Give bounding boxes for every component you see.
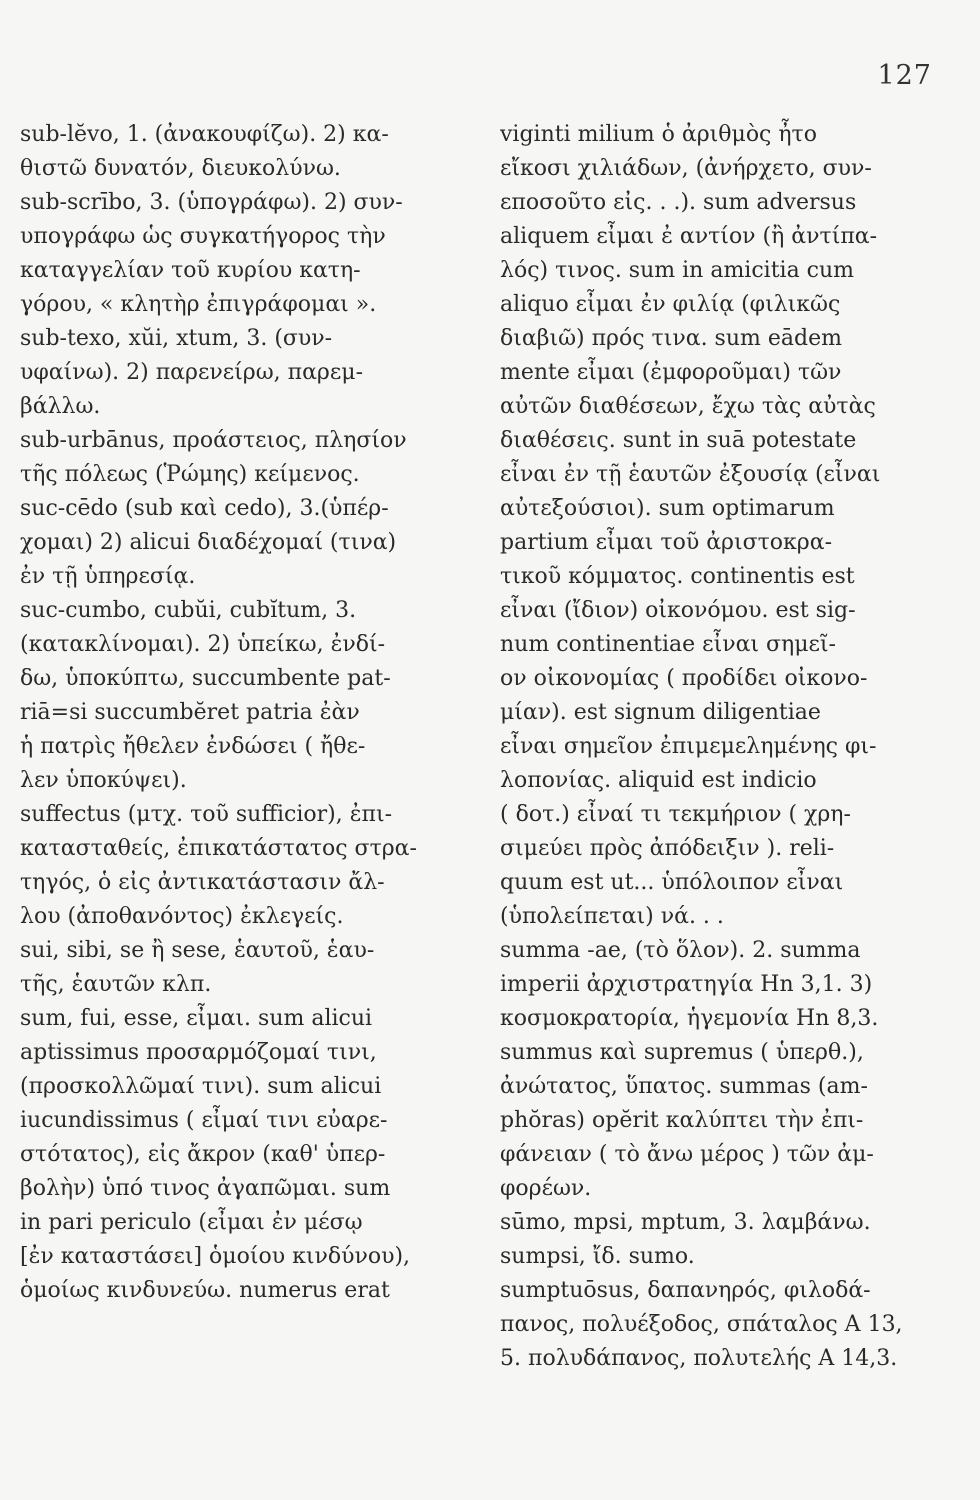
entry-line: υφαίνω). 2) παρενείρω, παρεμ- xyxy=(20,360,363,385)
entry-line: sūmo, mpsi, mptum, 3. λαμβάνω. xyxy=(500,1210,871,1235)
entry-line: θιστῶ δυνατόν, διευκολύνω. xyxy=(20,156,341,181)
entry-line: sub-urbānus, προάστειος, πλησίον xyxy=(20,428,407,453)
entry-line: ἡ πατρὶς ἤθελεν ἐνδώσει ( ἤθε- xyxy=(20,734,366,759)
entry-line: ὁμοίως κινδυνεύω. numerus erat xyxy=(20,1278,390,1303)
dictionary-entry xyxy=(20,118,450,186)
entry-line: φορέων. xyxy=(500,1176,592,1201)
entry-line: αὐτεξούσιοι). sum optimarum xyxy=(500,496,835,521)
dictionary-entry xyxy=(20,1002,450,1308)
entry-line: στότατος), εἰς ἄκρον (καθ' ὑπερ- xyxy=(20,1142,386,1167)
dictionary-entry xyxy=(500,118,930,934)
entry-line: (προσκολλῶμαί τινι). sum alicui xyxy=(20,1074,382,1099)
entry-line: ἐν τῇ ὑπηρεσίᾳ. xyxy=(20,564,196,589)
dictionary-entry xyxy=(20,492,450,594)
left-column xyxy=(20,118,450,1308)
entry-line: τηγός, ὁ εἰς ἀντικατάστασιν ἄλ- xyxy=(20,870,385,895)
page-number: 127 xyxy=(877,60,932,91)
entry-line: ον οἰκονομίας ( προδίδει οἰκονο- xyxy=(500,666,868,691)
dictionary-entry xyxy=(500,1240,930,1274)
entry-line: sumptuōsus, δαπανηρός, φιλοδά- xyxy=(500,1278,871,1303)
entry-line: φάνειαν ( τὸ ἄνω μέρος ) τῶν ἀμ- xyxy=(500,1142,874,1167)
entry-line: viginti milium ὁ ἀριθμὸς ἦτο xyxy=(500,122,817,147)
entry-line: imperii ἀρχιστρατηγία Hn 3,1. 3) xyxy=(500,972,873,997)
entry-line: suc-cēdo (sub καὶ cedo), 3.(ὑπέρ- xyxy=(20,496,389,521)
dictionary-entry xyxy=(20,186,450,322)
entry-line: εἶναι σημεῖον ἐπιμεμελημένης φι- xyxy=(500,734,877,759)
entry-line: in pari periculo (εἶμαι ἐν μέσῳ xyxy=(20,1210,363,1235)
entry-line: λός) τινος. sum in amicitia cum xyxy=(500,258,855,283)
entry-line: λεν ὑποκύψει). xyxy=(20,768,187,793)
entry-line: sum, fui, esse, εἶμαι. sum alicui xyxy=(20,1006,373,1031)
entry-line: σιμεύει πρὸς ἀπόδειξιν ). reli- xyxy=(500,836,835,861)
dictionary-entry xyxy=(500,1274,930,1376)
entry-line: υπογράφω ὡς συγκατήγορος τὴν xyxy=(20,224,386,249)
entry-line: βάλλω. xyxy=(20,394,101,419)
entry-line: δω, ὑποκύπτω, succumbente pat- xyxy=(20,666,391,691)
entry-line: (ὑπολείπεται) νά. . . xyxy=(500,904,724,929)
entry-line: διαβιῶ) πρός τινα. sum eādem xyxy=(500,326,842,351)
entry-line: partium εἶμαι τοῦ ἀριστοκρα- xyxy=(500,530,833,555)
entry-line: suc-cumbo, cubŭi, cubĭtum, 3. xyxy=(20,598,357,623)
entry-line: ἀνώτατος, ὕπατος. summas (am- xyxy=(500,1074,868,1099)
entry-line: summa -ae, (τὸ ὅλον). 2. summa xyxy=(500,938,861,963)
entry-line: mente εἶμαι (ἐμφοροῦμαι) τῶν xyxy=(500,360,842,385)
dictionary-entry xyxy=(500,1036,930,1206)
dictionary-entry xyxy=(500,1206,930,1240)
entry-line: χομαι) 2) alicui διαδέχομαί (τινα) xyxy=(20,530,397,555)
entry-line: num continentiae εἶναι σημεῖ- xyxy=(500,632,836,657)
entry-line: εἶναι ἐν τῇ ἑαυτῶν ἐξουσίᾳ (εἶναι xyxy=(500,462,881,487)
dictionary-entry xyxy=(20,798,450,934)
entry-line: λου (ἀποθανόντος) ἐκλεγείς. xyxy=(20,904,344,929)
entry-line: βολὴν) ὑπό τινος ἀγαπῶμαι. sum xyxy=(20,1176,391,1201)
entry-line: διαθέσεις. sunt in suā potestate xyxy=(500,428,857,453)
entry-line: iucundissimus ( εἶμαί τινι εὐαρε- xyxy=(20,1108,388,1133)
entry-line: (κατακλίνομαι). 2) ὑπείκω, ἐνδί- xyxy=(20,632,386,657)
entry-line: κατασταθείς, ἐπικατάστατος στρα- xyxy=(20,836,417,861)
entry-line: καταγγελίαν τοῦ κυρίου κατη- xyxy=(20,258,361,283)
entry-line: aptissimus προσαρμόζομαί τινι, xyxy=(20,1040,377,1065)
dictionary-entry xyxy=(20,934,450,1002)
dictionary-entry xyxy=(20,594,450,798)
entry-line: λοπονίας. aliquid est indicio xyxy=(500,768,817,793)
entry-line: τῆς πόλεως (Ῥώμης) κείμενος. xyxy=(20,462,360,487)
entry-line: κοσμοκρατορία, ἡγεμονία Hn 8,3. xyxy=(500,1006,879,1031)
entry-line: γόρου, « κλητὴρ ἐπιγράφομαι ». xyxy=(20,292,377,317)
entry-line: πανος, πολυέξοδος, σπάταλος A 13, xyxy=(500,1312,903,1337)
entry-line: εἶναι (ἴδιον) οἰκονόμου. est sig- xyxy=(500,598,856,623)
entry-line: ( δοτ.) εἶναί τι τεκμήριον ( χρη- xyxy=(500,802,851,827)
dictionary-entry xyxy=(500,934,930,1036)
right-column xyxy=(500,118,930,1376)
entry-line: quum est ut... ὑπόλοιπον εἶναι xyxy=(500,870,844,895)
dictionary-entry xyxy=(20,322,450,424)
dictionary-entry xyxy=(20,424,450,492)
entry-line: αὐτῶν διαθέσεων, ἔχω τὰς αὐτὰς xyxy=(500,394,876,419)
entry-line: suffectus (μτχ. τοῦ sufficior), ἐπι- xyxy=(20,802,393,827)
entry-line: sui, sibi, se ἢ sese, ἑαυτοῦ, ἑαυ- xyxy=(20,938,375,963)
entry-line: μίαν). est signum diligentiae xyxy=(500,700,821,725)
entry-line: εποσοῦτο εἰς. . .). sum adversus xyxy=(500,190,857,215)
entry-line: εἴκοσι χιλιάδων, (ἀνήρχετο, συν- xyxy=(500,156,872,181)
entry-line: τικοῦ κόμματος. continentis est xyxy=(500,564,855,589)
entry-line: sub-lĕvo, 1. (ἀνακουφίζω). 2) κα- xyxy=(20,122,389,147)
entry-line: 5. πολυδάπανος, πολυτελής A 14,3. xyxy=(500,1346,898,1371)
entry-line: aliquo εἶμαι ἐν φιλίᾳ (φιλικῶς xyxy=(500,292,841,317)
entry-line: τῆς, ἑαυτῶν κλπ. xyxy=(20,972,212,997)
entry-line: aliquem εἶμαι ἐ αντίον (ἢ ἀντίπα- xyxy=(500,224,878,249)
entry-line: summus καὶ supremus ( ὑπερθ.), xyxy=(500,1040,864,1065)
entry-line: sub-texo, xŭi, xtum, 3. (συν- xyxy=(20,326,333,351)
entry-line: [ἐν καταστάσει] ὁμοίου κινδύνου), xyxy=(20,1244,411,1269)
entry-line: riā=si succumbĕret patria ἐὰν xyxy=(20,700,360,725)
entry-line: phŏras) opĕrit καλύπτει τὴν ἐπι- xyxy=(500,1108,864,1133)
entry-line: sumpsi, ἴδ. sumo. xyxy=(500,1244,695,1269)
entry-line: sub-scrībo, 3. (ὑπογράφω). 2) συν- xyxy=(20,190,403,215)
